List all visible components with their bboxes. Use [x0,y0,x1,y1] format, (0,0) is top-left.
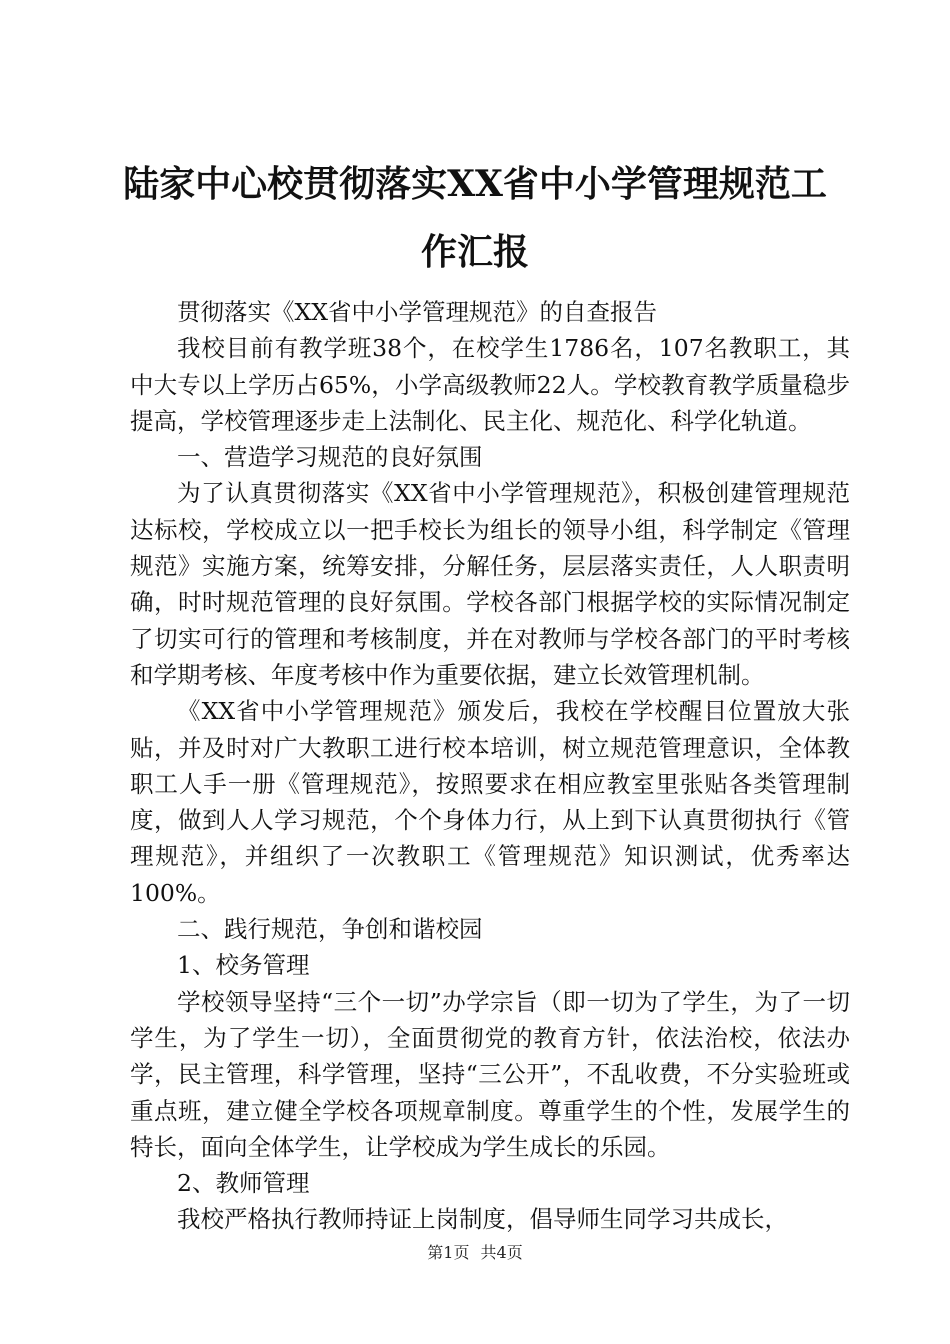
section-heading-1: 一、营造学习规范的良好氛围 [177,443,483,472]
paragraph-leadership: 为了认真贯彻落实《XX省中小学管理规范》，积极创建管理规范达标校，学校成立以一把手校长为组长的领导小组，科学制定《管理规范》实施方案，统筹安排，分解任务，层层落实责任，人人职责明确，时时规范管理的良好氛围。学校各部门根据学校的实际情况制定了切实可行的管理和考核制度，并在对教师与学校各部门的平时考核和学期考核、年度考核中作为重要依据，建立长效管理机制。 [130,479,850,689]
document-title-line-1: 陆家中心校贯彻落实XX省中小学管理规范工 [123,163,827,205]
paragraph-teacher-management: 我校严格执行教师持证上岗制度，倡导师生同学习共成长， [177,1205,788,1234]
document-title-line-2: 作汇报 [420,231,529,273]
document-body [130,294,850,1238]
paragraph-school-overview: 我校目前有教学班38个，在校学生1786名，107名教职工，其中大专以上学历占65%，小学高级教师22人。学校教育教学质量稳步提高，学校管理逐步走上法制化、民主化、规范化、科学化轨道。 [130,334,850,435]
report-subtitle: 贯彻落实《XX省中小学管理规范》的自查报告 [177,298,657,326]
paragraph-training: 《XX省中小学管理规范》颁发后，我校在学校醒目位置放大张贴，并及时对广大教职工进行校本培训，树立规范管理意识，全体教职工人手一册《管理规范》，按照要求在相应教室里张贴各类管理制度，做到人人学习规范，个个身体力行，从上到下认真贯彻执行《管理规范》，并组织了一次教职工《管理规范》知识测试，优秀率达100%。 [130,697,850,907]
subsection-heading-2: 2、教师管理 [177,1169,310,1198]
page-number: 第1页 [427,1243,470,1262]
page-total: 共4页 [480,1243,523,1262]
paragraph-school-affairs: 学校领导坚持“三个一切”办学宗旨（即一切为了学生，为了一切学生，为了学生一切），全面贯彻党的教育方针，依法治校，依法办学，民主管理，科学管理，坚持“三公开”，不乱收费，不分实验班或重点班，建立健全学校各项规章制度。尊重学生的个性，发展学生的特长，面向全体学生，让学校成为学生成长的乐园。 [130,987,850,1161]
section-heading-2: 二、践行规范，争创和谐校园 [177,915,483,944]
subsection-heading-1: 1、校务管理 [177,951,310,980]
page-footer [0,1243,950,1263]
